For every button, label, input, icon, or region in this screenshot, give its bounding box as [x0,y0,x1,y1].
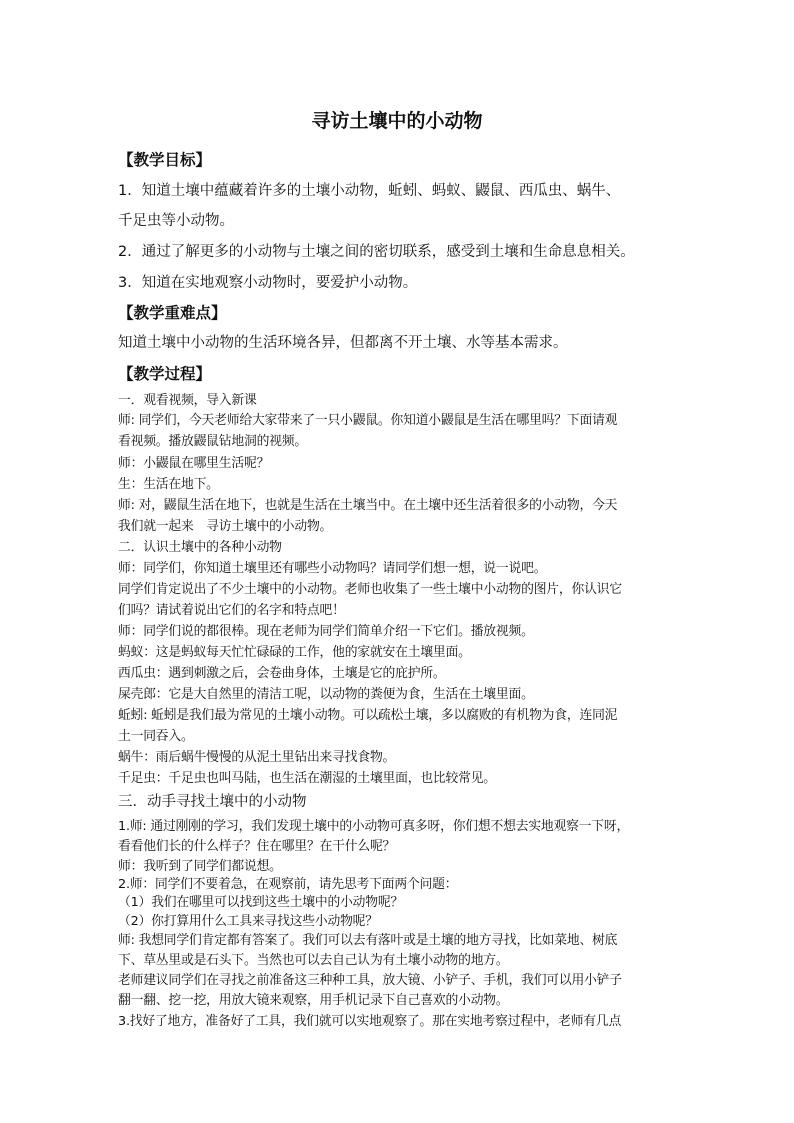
process-line: （1）我们在哪里可以找到这些土壤中的小动物呢？ [118,895,404,910]
process-line: 师: 我想同学们肯定都有答案了。我们可以去有落叶或是土壤的地方寻找，比如菜地、树底 [118,933,618,948]
goal-line: 千足虫等小动物。 [118,213,234,229]
process-line: 我们就一起来 寻访土壤中的小动物。 [118,519,333,534]
process-line: 西瓜虫：遇到刺激之后，会卷曲身体，土壤是它的庇护所。 [118,666,446,681]
process-line: 三．动手寻找土壤中的小动物 [118,794,307,810]
process-line: 屎壳郎：它是大自然里的清洁工呢，以动物的粪便为食，生活在土壤里面。 [118,687,534,702]
process-line: 同学们肯定说出了不少土壤中的小动物。老师也收集了一些土壤中小动物的图片，你认识它 [118,582,622,597]
process-line: 二．认识土壤中的各种小动物 [118,540,282,555]
process-line: 千足虫：千足虫也叫马陆，也生活在潮湿的土壤里面，也比较常见。 [118,771,496,786]
process-line: 下、草丛里或是石头下。当然也可以去自己认为有土壤小动物的地方。 [118,953,509,968]
process-line: 生：生活在地下。 [118,477,219,492]
process-line: （2）你打算用什么工具来寻找这些小动物呢？ [118,914,378,929]
process-line: 2.师：同学们不要着急，在观察前，请先思考下面两个问题： [118,877,458,892]
process-line: 蚯蚓: 蚯蚓是我们最为常见的土壤小动物。可以疏松土壤，多以腐败的有机物为食，连同泥 [118,708,618,723]
goal-line: 2．通过了解更多的小动物与土壤之间的密切联系，感受到土壤和生命息息相关。 [118,244,635,260]
process-line: 土一同吞入。 [118,729,194,744]
heading-process: 【教学过程】 [118,365,212,383]
process-line: 蚂蚁：这是蚂蚁每天忙忙碌碌的工作，他的家就安在土壤里面。 [118,645,471,660]
process-line: 3.找好了地方，准备好了工具，我们就可以实地观察了。那在实地考察过程中，老师有几点 [118,1014,622,1029]
process-line: 一．观看视频，导入新课 [118,393,257,408]
page-title: 寻访土壤中的小动物 [311,110,483,132]
process-line: 老师建议同学们在寻找之前准备这三种种工具，放大镜、小铲子、手机，我们可以用小铲子 [118,973,622,988]
process-line: 师: 同学们，今天老师给大家带来了一只小鼹鼠。你知道小鼹鼠是生活在哪里吗？下面请观 [118,413,618,428]
process-line: 看视频。播放鼹鼠钻地洞的视频。 [118,434,307,449]
goal-line: 3．知道在实地观察小动物时，要爱护小动物。 [118,275,418,291]
process-line: 师：小鼹鼠在哪里生活呢？ [118,456,270,471]
process-line: 翻一翻、挖一挖，用放大镜来观察，用手机记录下自己喜欢的小动物。 [118,993,509,1008]
goal-line: 1．知道土壤中蕴藏着许多的土壤小动物，蚯蚓、蚂蚁、鼹鼠、西瓜虫、蜗牛、 [118,183,621,199]
process-line: 师：我听到了同学们都说想。 [118,859,282,874]
heading-difficulty: 【教学重难点】 [118,304,227,322]
process-line: 师: 对，鼹鼠生活在地下，也就是生活在土壤当中。在土壤中还生活着很多的小动物，今天 [118,498,618,513]
difficulty-text: 知道土壤中小动物的生活环境各异，但都离不开土壤、水等基本需求。 [118,335,568,351]
heading-goals: 【教学目标】 [118,151,212,169]
process-line: 看看他们长的什么样子？住在哪里？在干什么呢？ [118,839,396,854]
process-line: 师：同学们，你知道土壤里还有哪些小动物吗？请同学们想一想，说一说吧。 [118,561,547,576]
process-line: 1.师: 通过刚刚的学习，我们发现土壤中的小动物可真多呀，你们想不想去实地观察一下呀， [118,819,630,834]
process-line: 蜗牛：雨后蜗牛慢慢的从泥土里钻出来寻找食物。 [118,750,396,765]
process-line: 们吗？请试着说出它们的名字和特点吧！ [118,603,345,618]
process-line: 师：同学们说的都很棒。现在老师为同学们简单介绍一下它们。播放视频。 [118,624,534,639]
